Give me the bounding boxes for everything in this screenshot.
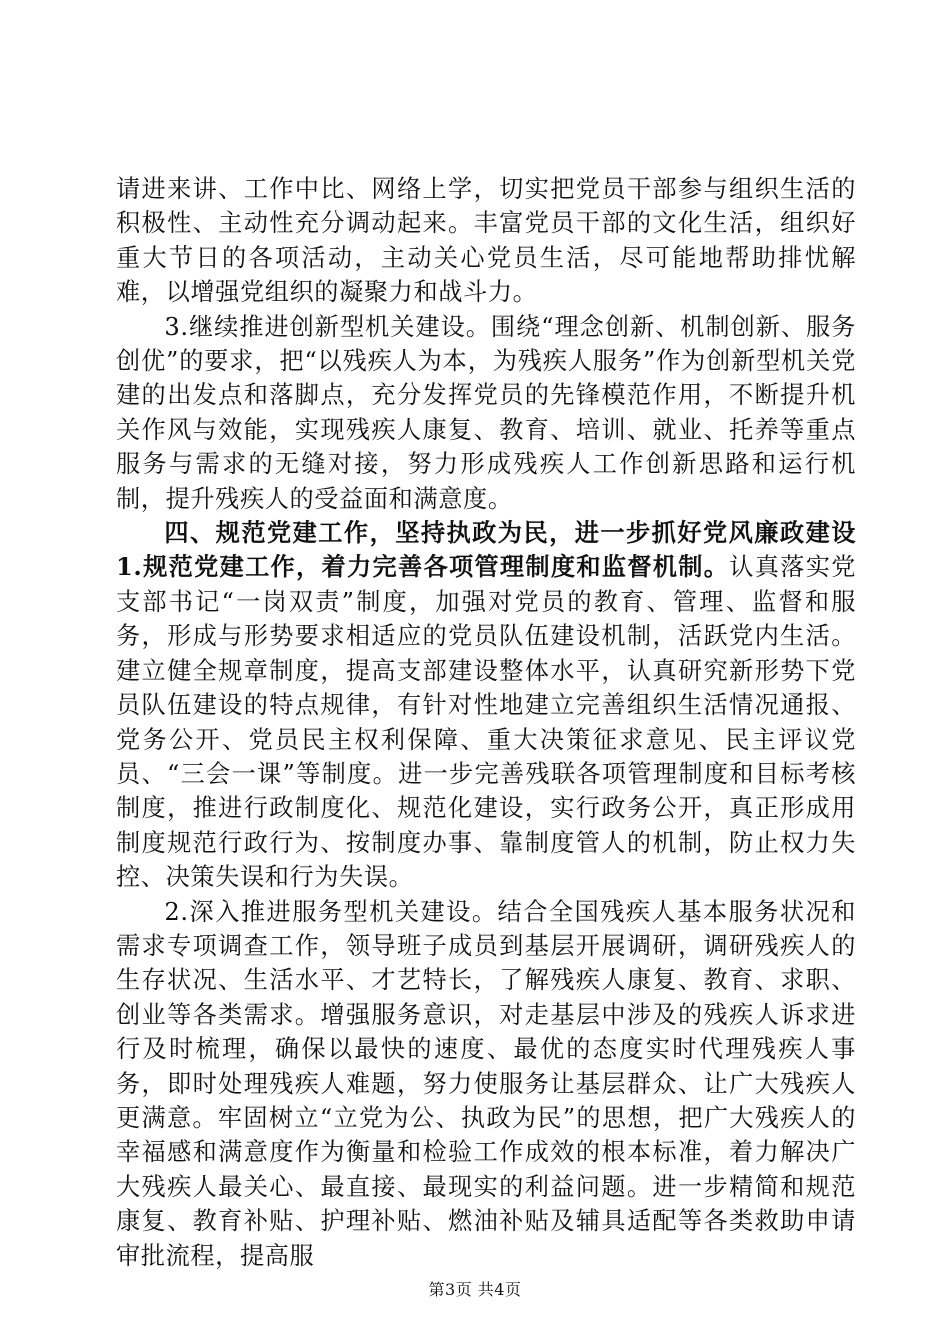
page-number-footer: 第3页 共4页 <box>428 1280 522 1299</box>
section-heading: 四、规范党建工作，坚持执政为民，进一步抓好党风廉政建设 1.规范党建工作，着力完善各项管理制度和监督机制。 <box>116 518 856 582</box>
paragraph-4: 2.深入推进服务型机关建设。结合全国残疾人基本服务状况和需求专项调查工作，领导班子成员到基层开展调研，调研残疾人的生存状况、生活水平、才艺特长，了解残疾人康复、教育、求职、创业等各类需求。增强服务意识，对走基层中涉及的残疾人诉求进行及时梳理，确保以最快的速度、最优的态度实时代理残疾人事务，即时处理残疾人难题，努力使服务让基层群众、让广大残疾人更满意。牢固树立“立党为公、执政为民”的思想，把广大残疾人的幸福感和满意度作为衡量和检验工作成效的根本标准，着力解决广大残疾人最关心、最直接、最现实的利益问题。进一步精简和规范康复、教育补贴、护理补贴、燃油补贴及辅具适配等各类救助申请审批流程，提高服 <box>116 897 856 1270</box>
document-body <box>116 172 856 1273</box>
paragraph-2: 3.继续推进创新型机关建设。围绕“理念创新、机制创新、服务创优”的要求，把“以残疾人为本，为残疾人服务”作为创新型机关党建的出发点和落脚点，充分发挥党员的先锋模范作用，不断提升机关作风与效能，实现残疾人康复、教育、培训、就业、托养等重点服务与需求的无缝对接，努力形成残疾人工作创新思路和运行机制，提升残疾人的受益面和满意度。 <box>116 312 856 513</box>
paragraph-1: 请进来讲、工作中比、网络上学，切实把党员干部参与组织生活的积极性、主动性充分调动起来。丰富党员干部的文化生活，组织好重大节日的各项活动，主动关心党员生活，尽可能地帮助排忧解难，以增强党组织的凝聚力和战斗力。 <box>116 175 856 307</box>
paragraph-3 <box>116 516 856 894</box>
paragraph-3-body: 认真落实党支部书记“一岗双责”制度，加强对党员的教育、管理、监督和服务，形成与形势要求相适应的党员队伍建设机制，活跃党内生活。建立健全规章制度，提高支部建设整体水平，认真研究新形势下党员队伍建设的特点规律，有针对性地建立完善组织生活情况通报、党务公开、党员民主权利保障、重大决策征求意见、民主评议党员、“三会一课”等制度。进一步完善残联各项管理制度和目标考核制度，推进行政制度化、规范化建设，实行政务公开，真正形成用制度规范行政行为、按制度办事、靠制度管人的机制，防止权力失控、决策失误和行为失误。 <box>116 553 856 892</box>
